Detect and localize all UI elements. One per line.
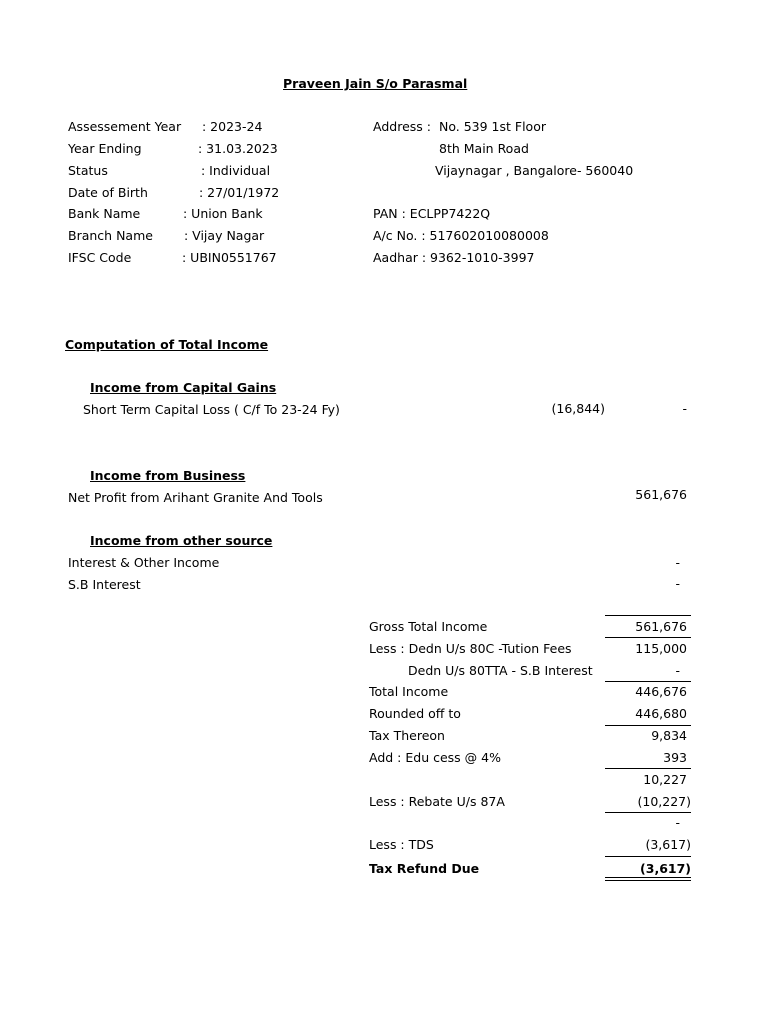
rounded-amount: 446,680	[635, 706, 687, 721]
business-item: Net Profit from Arihant Granite And Tools	[68, 490, 323, 505]
status-value: : Individual	[201, 163, 271, 178]
rule-line	[605, 681, 691, 682]
rule-line	[605, 856, 691, 857]
branch-name-value: : Vijay Nagar	[184, 228, 265, 243]
year-ending-label: Year Ending	[68, 141, 142, 156]
capital-gains-total: -	[682, 401, 687, 416]
business-amount: 561,676	[635, 487, 687, 502]
total-income-amount: 446,676	[635, 684, 687, 699]
address-line-2: 8th Main Road	[439, 141, 529, 156]
account-number: A/c No. : 517602010080008	[373, 228, 549, 243]
page-title: Praveen Jain S/o Parasmal	[283, 76, 468, 91]
business-heading: Income from Business	[90, 468, 246, 483]
net-tax-amount: -	[675, 815, 680, 830]
refund-amount: (3,617)	[640, 861, 691, 876]
rule-line	[605, 615, 691, 616]
total-income-label: Total Income	[369, 684, 449, 699]
rebate-amount: (10,227)	[637, 794, 691, 809]
address-label: Address :	[373, 119, 431, 134]
double-rule-top	[605, 877, 691, 878]
address-line-1: No. 539 1st Floor	[439, 119, 546, 134]
tax-thereon-amount: 9,834	[651, 728, 687, 743]
rebate-label: Less : Rebate U/s 87A	[369, 794, 505, 809]
pan: PAN : ECLPP7422Q	[373, 206, 491, 221]
address-line-3: Vijaynagar , Bangalore- 560040	[435, 163, 634, 178]
rule-line	[605, 725, 691, 726]
dob-value: : 27/01/1972	[199, 185, 280, 200]
edu-cess-label: Add : Edu cess @ 4%	[369, 750, 501, 765]
other-source-amount: -	[675, 555, 680, 570]
other-source-item: Interest & Other Income	[68, 555, 220, 570]
tds-label: Less : TDS	[369, 837, 434, 852]
gross-total-label: Gross Total Income	[369, 619, 488, 634]
capital-gains-heading: Income from Capital Gains	[90, 380, 277, 395]
capital-gains-amount: (16,844)	[551, 401, 605, 416]
ifsc-value: : UBIN0551767	[182, 250, 277, 265]
rule-line	[605, 637, 691, 638]
refund-label: Tax Refund Due	[369, 861, 480, 876]
double-rule-bottom	[605, 880, 691, 881]
rule-line	[605, 812, 691, 813]
rule-line	[605, 768, 691, 769]
other-source-item: S.B Interest	[68, 577, 141, 592]
other-source-heading: Income from other source	[90, 533, 273, 548]
bank-name-value: : Union Bank	[183, 206, 263, 221]
assessment-year-value: : 2023-24	[202, 119, 263, 134]
tds-amount: (3,617)	[645, 837, 691, 852]
aadhar: Aadhar : 9362-1010-3997	[373, 250, 535, 265]
tax-thereon-label: Tax Thereon	[369, 728, 445, 743]
rounded-label: Rounded off to	[369, 706, 461, 721]
year-ending-value: : 31.03.2023	[198, 141, 278, 156]
assessment-year-label: Assessement Year	[68, 119, 182, 134]
dob-label: Date of Birth	[68, 185, 148, 200]
gross-total-amount: 561,676	[635, 619, 687, 634]
status-label: Status	[68, 163, 108, 178]
deduction-80tta-amount: -	[675, 663, 680, 678]
branch-name-label: Branch Name	[68, 228, 153, 243]
ifsc-label: IFSC Code	[68, 250, 132, 265]
capital-gains-item: Short Term Capital Loss ( C/f To 23-24 Fy)	[83, 402, 340, 417]
bank-name-label: Bank Name	[68, 206, 141, 221]
deduction-80c-label: Less : Dedn U/s 80C -Tution Fees	[369, 641, 572, 656]
deduction-80c-amount: 115,000	[635, 641, 687, 656]
subtotal-amount: 10,227	[643, 772, 687, 787]
edu-cess-amount: 393	[663, 750, 687, 765]
deduction-80tta-label: Dedn U/s 80TTA - S.B Interest	[408, 663, 593, 678]
other-source-amount: -	[675, 576, 680, 591]
computation-heading: Computation of Total Income	[65, 337, 269, 352]
